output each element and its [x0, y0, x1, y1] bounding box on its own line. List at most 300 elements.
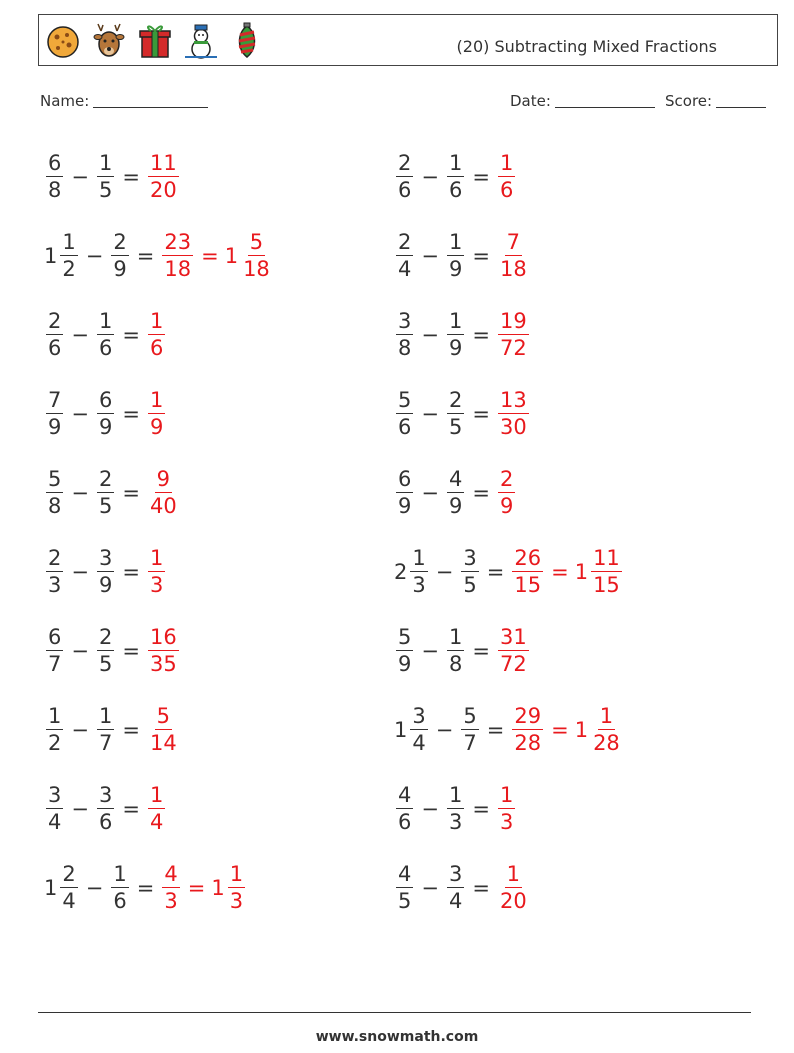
minus-sign: − — [85, 243, 104, 268]
mixed-whole-number: 1 — [574, 717, 589, 742]
whole-number: 1 — [44, 243, 58, 268]
equals-sign: = — [201, 243, 219, 268]
fraction — [498, 783, 515, 834]
worksheet-title: (20) Subtracting Mixed Fractions — [456, 37, 717, 56]
denominator: 4 — [412, 731, 426, 755]
denominator: 2 — [62, 257, 76, 281]
equals-sign: = — [136, 875, 155, 900]
score-label: Score: — [665, 92, 713, 110]
denominator: 9 — [113, 257, 127, 281]
fraction — [60, 230, 77, 281]
mixed-whole-number: 1 — [574, 559, 589, 584]
equals-sign: = — [122, 796, 140, 821]
answer — [160, 862, 247, 913]
fraction — [410, 546, 427, 597]
fraction — [591, 704, 622, 755]
fraction — [447, 388, 464, 439]
denominator: 2 — [48, 731, 62, 755]
numerator: 31 — [498, 625, 529, 651]
fraction — [148, 151, 179, 202]
denominator: 5 — [98, 178, 113, 202]
numerator: 4 — [396, 862, 413, 888]
problem-row — [394, 216, 734, 295]
denominator: 9 — [98, 415, 113, 439]
fraction — [396, 151, 413, 202]
fraction — [148, 388, 165, 439]
problems-right-column — [394, 137, 734, 927]
minus-sign: − — [421, 401, 439, 426]
denominator: 6 — [398, 810, 412, 834]
answer — [146, 467, 181, 518]
denominator: 9 — [448, 336, 463, 360]
fraction — [396, 388, 413, 439]
problem-row — [394, 769, 734, 848]
problem-row — [44, 295, 384, 374]
minus-sign: − — [71, 322, 89, 347]
minus-sign: − — [85, 875, 104, 900]
fraction — [498, 625, 529, 676]
numerator: 1 — [447, 309, 464, 335]
denominator: 8 — [48, 178, 62, 202]
denominator: 6 — [113, 889, 127, 913]
denominator: 18 — [164, 257, 192, 281]
equals-sign: = — [472, 480, 490, 505]
numerator: 1 — [447, 230, 464, 256]
denominator: 18 — [499, 257, 527, 281]
fraction — [97, 388, 114, 439]
fraction — [447, 625, 464, 676]
fraction — [46, 388, 63, 439]
fraction — [447, 309, 464, 360]
denominator: 5 — [398, 889, 412, 913]
problem-row — [394, 848, 734, 927]
numerator: 2 — [97, 467, 114, 493]
problem-row — [44, 848, 384, 927]
denominator: 9 — [448, 494, 463, 518]
numerator: 1 — [148, 309, 165, 335]
minus-sign: − — [435, 717, 454, 742]
numerator: 1 — [447, 151, 464, 177]
fraction — [97, 151, 114, 202]
fraction — [46, 704, 63, 755]
denominator: 4 — [62, 889, 76, 913]
problem-row — [394, 532, 734, 611]
answer — [496, 151, 517, 202]
fraction — [228, 862, 245, 913]
numerator: 1 — [97, 151, 114, 177]
fraction — [512, 546, 543, 597]
fraction — [410, 704, 427, 755]
denominator: 5 — [448, 415, 463, 439]
equals-sign: = — [122, 717, 140, 742]
denominator: 9 — [48, 415, 62, 439]
denominator: 3 — [229, 889, 244, 913]
numerator: 29 — [512, 704, 543, 730]
denominator: 20 — [149, 178, 177, 202]
cookie-icon — [43, 21, 83, 61]
denominator: 4 — [48, 810, 62, 834]
minus-sign: − — [71, 401, 89, 426]
numerator: 2 — [111, 230, 128, 256]
problem-row — [44, 690, 384, 769]
numerator: 3 — [410, 704, 427, 730]
minus-sign: − — [421, 243, 439, 268]
denominator: 6 — [398, 178, 412, 202]
answer — [496, 230, 531, 281]
equals-sign: = — [472, 243, 490, 268]
problem-row — [394, 137, 734, 216]
problem-row — [44, 769, 384, 848]
whole-number: 1 — [394, 717, 408, 742]
name-field — [40, 92, 208, 110]
answer — [510, 704, 623, 755]
denominator: 5 — [98, 652, 113, 676]
denominator: 4 — [448, 889, 463, 913]
whole-number: 1 — [44, 875, 58, 900]
numerator: 3 — [447, 862, 464, 888]
fraction — [97, 467, 114, 518]
minus-sign: − — [421, 480, 439, 505]
fraction — [148, 467, 179, 518]
numerator: 4 — [447, 467, 464, 493]
mixed-whole-number: 1 — [224, 243, 239, 268]
minus-sign: − — [71, 164, 89, 189]
numerator: 2 — [396, 230, 413, 256]
answer — [496, 309, 531, 360]
denominator: 3 — [412, 573, 426, 597]
denominator: 30 — [499, 415, 527, 439]
minus-sign: − — [71, 796, 89, 821]
equals-sign: = — [486, 559, 505, 584]
fraction — [60, 862, 77, 913]
equals-sign: = — [472, 638, 490, 663]
denominator: 7 — [463, 731, 477, 755]
gift-icon — [135, 21, 175, 61]
mixed-whole-number: 1 — [211, 875, 225, 900]
numerator: 13 — [498, 388, 529, 414]
denominator: 6 — [98, 810, 113, 834]
numerator: 1 — [148, 546, 165, 572]
footer-url: www.snowmath.com — [315, 1029, 479, 1045]
numerator: 6 — [97, 388, 114, 414]
fraction — [46, 783, 63, 834]
denominator: 6 — [149, 336, 164, 360]
numerator: 5 — [396, 625, 413, 651]
fraction — [241, 230, 272, 281]
footer-divider — [38, 1012, 751, 1013]
equals-sign: = — [472, 875, 490, 900]
score-line[interactable] — [716, 93, 766, 108]
denominator: 6 — [398, 415, 412, 439]
denominator: 9 — [499, 494, 514, 518]
answer — [160, 230, 273, 281]
numerator: 1 — [111, 862, 128, 888]
numerator: 2 — [396, 151, 413, 177]
numerator: 6 — [46, 151, 63, 177]
minus-sign: − — [421, 796, 439, 821]
fraction — [162, 230, 193, 281]
equals-sign: = — [122, 164, 140, 189]
equals-sign: = — [122, 638, 140, 663]
equals-sign: = — [187, 875, 206, 900]
denominator: 9 — [149, 415, 164, 439]
minus-sign: − — [421, 322, 439, 347]
fraction — [396, 625, 413, 676]
reindeer-icon — [89, 21, 129, 61]
date-field — [510, 92, 655, 110]
equals-sign: = — [122, 401, 140, 426]
numerator: 6 — [396, 467, 413, 493]
fraction — [162, 862, 179, 913]
denominator: 15 — [514, 573, 542, 597]
denominator: 20 — [499, 889, 527, 913]
numerator: 7 — [46, 388, 63, 414]
fraction — [111, 862, 128, 913]
minus-sign: − — [421, 638, 439, 663]
numerator: 1 — [97, 704, 114, 730]
fraction — [396, 783, 413, 834]
fraction — [46, 546, 63, 597]
answer — [146, 625, 181, 676]
fraction — [396, 309, 413, 360]
equals-sign: = — [136, 243, 155, 268]
denominator: 9 — [448, 257, 463, 281]
fraction — [447, 151, 464, 202]
answer — [146, 388, 167, 439]
problem-row — [44, 374, 384, 453]
fraction — [447, 230, 464, 281]
answer — [496, 862, 531, 913]
header-box — [38, 14, 778, 66]
denominator: 9 — [398, 494, 412, 518]
problem-row — [394, 453, 734, 532]
fraction — [447, 783, 464, 834]
denominator: 5 — [98, 494, 113, 518]
minus-sign: − — [421, 164, 439, 189]
fraction — [148, 625, 179, 676]
denominator: 7 — [98, 731, 113, 755]
whole-number: 2 — [394, 559, 408, 584]
minus-sign: − — [71, 480, 89, 505]
score-field — [665, 92, 766, 110]
minus-sign: − — [435, 559, 454, 584]
fraction — [148, 704, 179, 755]
equals-sign: = — [472, 164, 490, 189]
fraction — [591, 546, 622, 597]
fraction — [97, 783, 114, 834]
numerator: 5 — [396, 388, 413, 414]
numerator: 1 — [505, 862, 522, 888]
numerator: 1 — [46, 704, 63, 730]
numerator: 1 — [148, 388, 165, 414]
fraction — [498, 309, 529, 360]
minus-sign: − — [71, 717, 89, 742]
fraction — [46, 625, 63, 676]
denominator: 9 — [98, 573, 113, 597]
numerator: 4 — [396, 783, 413, 809]
fraction — [46, 151, 63, 202]
numerator: 1 — [447, 783, 464, 809]
answer — [496, 783, 517, 834]
denominator: 3 — [448, 810, 463, 834]
fraction — [396, 862, 413, 913]
fraction — [97, 704, 114, 755]
numerator: 2 — [46, 546, 63, 572]
denominator: 3 — [149, 573, 164, 597]
ornament-icon — [227, 21, 267, 61]
numerator: 1 — [148, 783, 165, 809]
numerator: 5 — [461, 704, 478, 730]
equals-sign: = — [472, 322, 490, 347]
equals-sign: = — [122, 480, 140, 505]
minus-sign: − — [421, 875, 439, 900]
numerator: 1 — [60, 230, 77, 256]
fraction — [111, 230, 128, 281]
numerator: 2 — [46, 309, 63, 335]
fraction — [396, 230, 413, 281]
fraction — [46, 309, 63, 360]
denominator: 6 — [448, 178, 463, 202]
denominator: 72 — [499, 652, 527, 676]
fraction — [46, 467, 63, 518]
fraction — [148, 546, 165, 597]
fraction — [97, 309, 114, 360]
numerator: 1 — [410, 546, 427, 572]
fraction — [97, 625, 114, 676]
problem-row — [394, 295, 734, 374]
numerator: 2 — [60, 862, 77, 888]
fraction — [148, 309, 165, 360]
fraction — [461, 546, 478, 597]
denominator: 3 — [499, 810, 514, 834]
denominator: 35 — [149, 652, 177, 676]
numerator: 2 — [447, 388, 464, 414]
denominator: 7 — [48, 652, 62, 676]
denominator: 4 — [398, 257, 412, 281]
numerator: 4 — [162, 862, 179, 888]
fraction — [396, 467, 413, 518]
problem-row — [44, 532, 384, 611]
snowman-icon — [181, 21, 221, 61]
fraction — [148, 783, 165, 834]
problems-left-column — [44, 137, 384, 927]
header-icons — [43, 21, 267, 61]
problem-row — [394, 374, 734, 453]
denominator: 8 — [48, 494, 62, 518]
numerator: 1 — [97, 309, 114, 335]
denominator: 3 — [164, 889, 178, 913]
denominator: 6 — [48, 336, 62, 360]
answer — [496, 467, 517, 518]
problem-row — [44, 137, 384, 216]
numerator: 16 — [148, 625, 179, 651]
answer — [146, 151, 181, 202]
denominator: 6 — [499, 178, 514, 202]
denominator: 9 — [398, 652, 412, 676]
fraction — [461, 704, 478, 755]
fraction — [447, 467, 464, 518]
problem-row — [44, 453, 384, 532]
numerator: 26 — [512, 546, 543, 572]
numerator: 1 — [498, 783, 515, 809]
answer — [146, 704, 181, 755]
numerator: 3 — [97, 783, 114, 809]
equals-sign: = — [122, 322, 140, 347]
fraction — [512, 704, 543, 755]
denominator: 28 — [514, 731, 542, 755]
date-label: Date: — [510, 92, 551, 110]
equals-sign: = — [551, 559, 569, 584]
numerator: 23 — [162, 230, 193, 256]
numerator: 3 — [461, 546, 478, 572]
numerator: 3 — [97, 546, 114, 572]
numerator: 9 — [155, 467, 172, 493]
answer — [146, 546, 167, 597]
fraction — [97, 546, 114, 597]
numerator: 1 — [598, 704, 615, 730]
date-line[interactable] — [555, 93, 655, 108]
denominator: 6 — [98, 336, 113, 360]
minus-sign: − — [71, 559, 89, 584]
denominator: 28 — [593, 731, 620, 755]
answer — [146, 783, 167, 834]
denominator: 8 — [398, 336, 412, 360]
fraction — [447, 862, 464, 913]
problem-row — [394, 611, 734, 690]
minus-sign: − — [71, 638, 89, 663]
fraction — [498, 388, 529, 439]
answer — [510, 546, 623, 597]
problem-row — [44, 611, 384, 690]
numerator: 3 — [396, 309, 413, 335]
denominator: 15 — [593, 573, 620, 597]
name-label: Name: — [40, 92, 90, 110]
denominator: 8 — [448, 652, 463, 676]
equals-sign: = — [472, 401, 490, 426]
denominator: 4 — [149, 810, 164, 834]
denominator: 14 — [149, 731, 177, 755]
answer — [146, 309, 167, 360]
answer — [496, 388, 531, 439]
fraction — [498, 862, 529, 913]
problem-row — [44, 216, 384, 295]
numerator: 2 — [97, 625, 114, 651]
numerator: 3 — [46, 783, 63, 809]
equals-sign: = — [551, 717, 569, 742]
numerator: 5 — [155, 704, 172, 730]
fraction — [498, 151, 515, 202]
numerator: 5 — [46, 467, 63, 493]
denominator: 72 — [499, 336, 527, 360]
denominator: 40 — [149, 494, 177, 518]
numerator: 2 — [498, 467, 515, 493]
denominator: 18 — [243, 257, 270, 281]
equals-sign: = — [486, 717, 505, 742]
numerator: 1 — [447, 625, 464, 651]
denominator: 3 — [48, 573, 62, 597]
numerator: 19 — [498, 309, 529, 335]
fraction — [498, 467, 515, 518]
numerator: 7 — [505, 230, 522, 256]
name-line[interactable] — [93, 93, 208, 108]
denominator: 5 — [463, 573, 477, 597]
numerator: 1 — [228, 862, 245, 888]
fraction — [498, 230, 529, 281]
equals-sign: = — [122, 559, 140, 584]
numerator: 11 — [591, 546, 622, 572]
numerator: 5 — [248, 230, 265, 256]
numerator: 1 — [498, 151, 515, 177]
